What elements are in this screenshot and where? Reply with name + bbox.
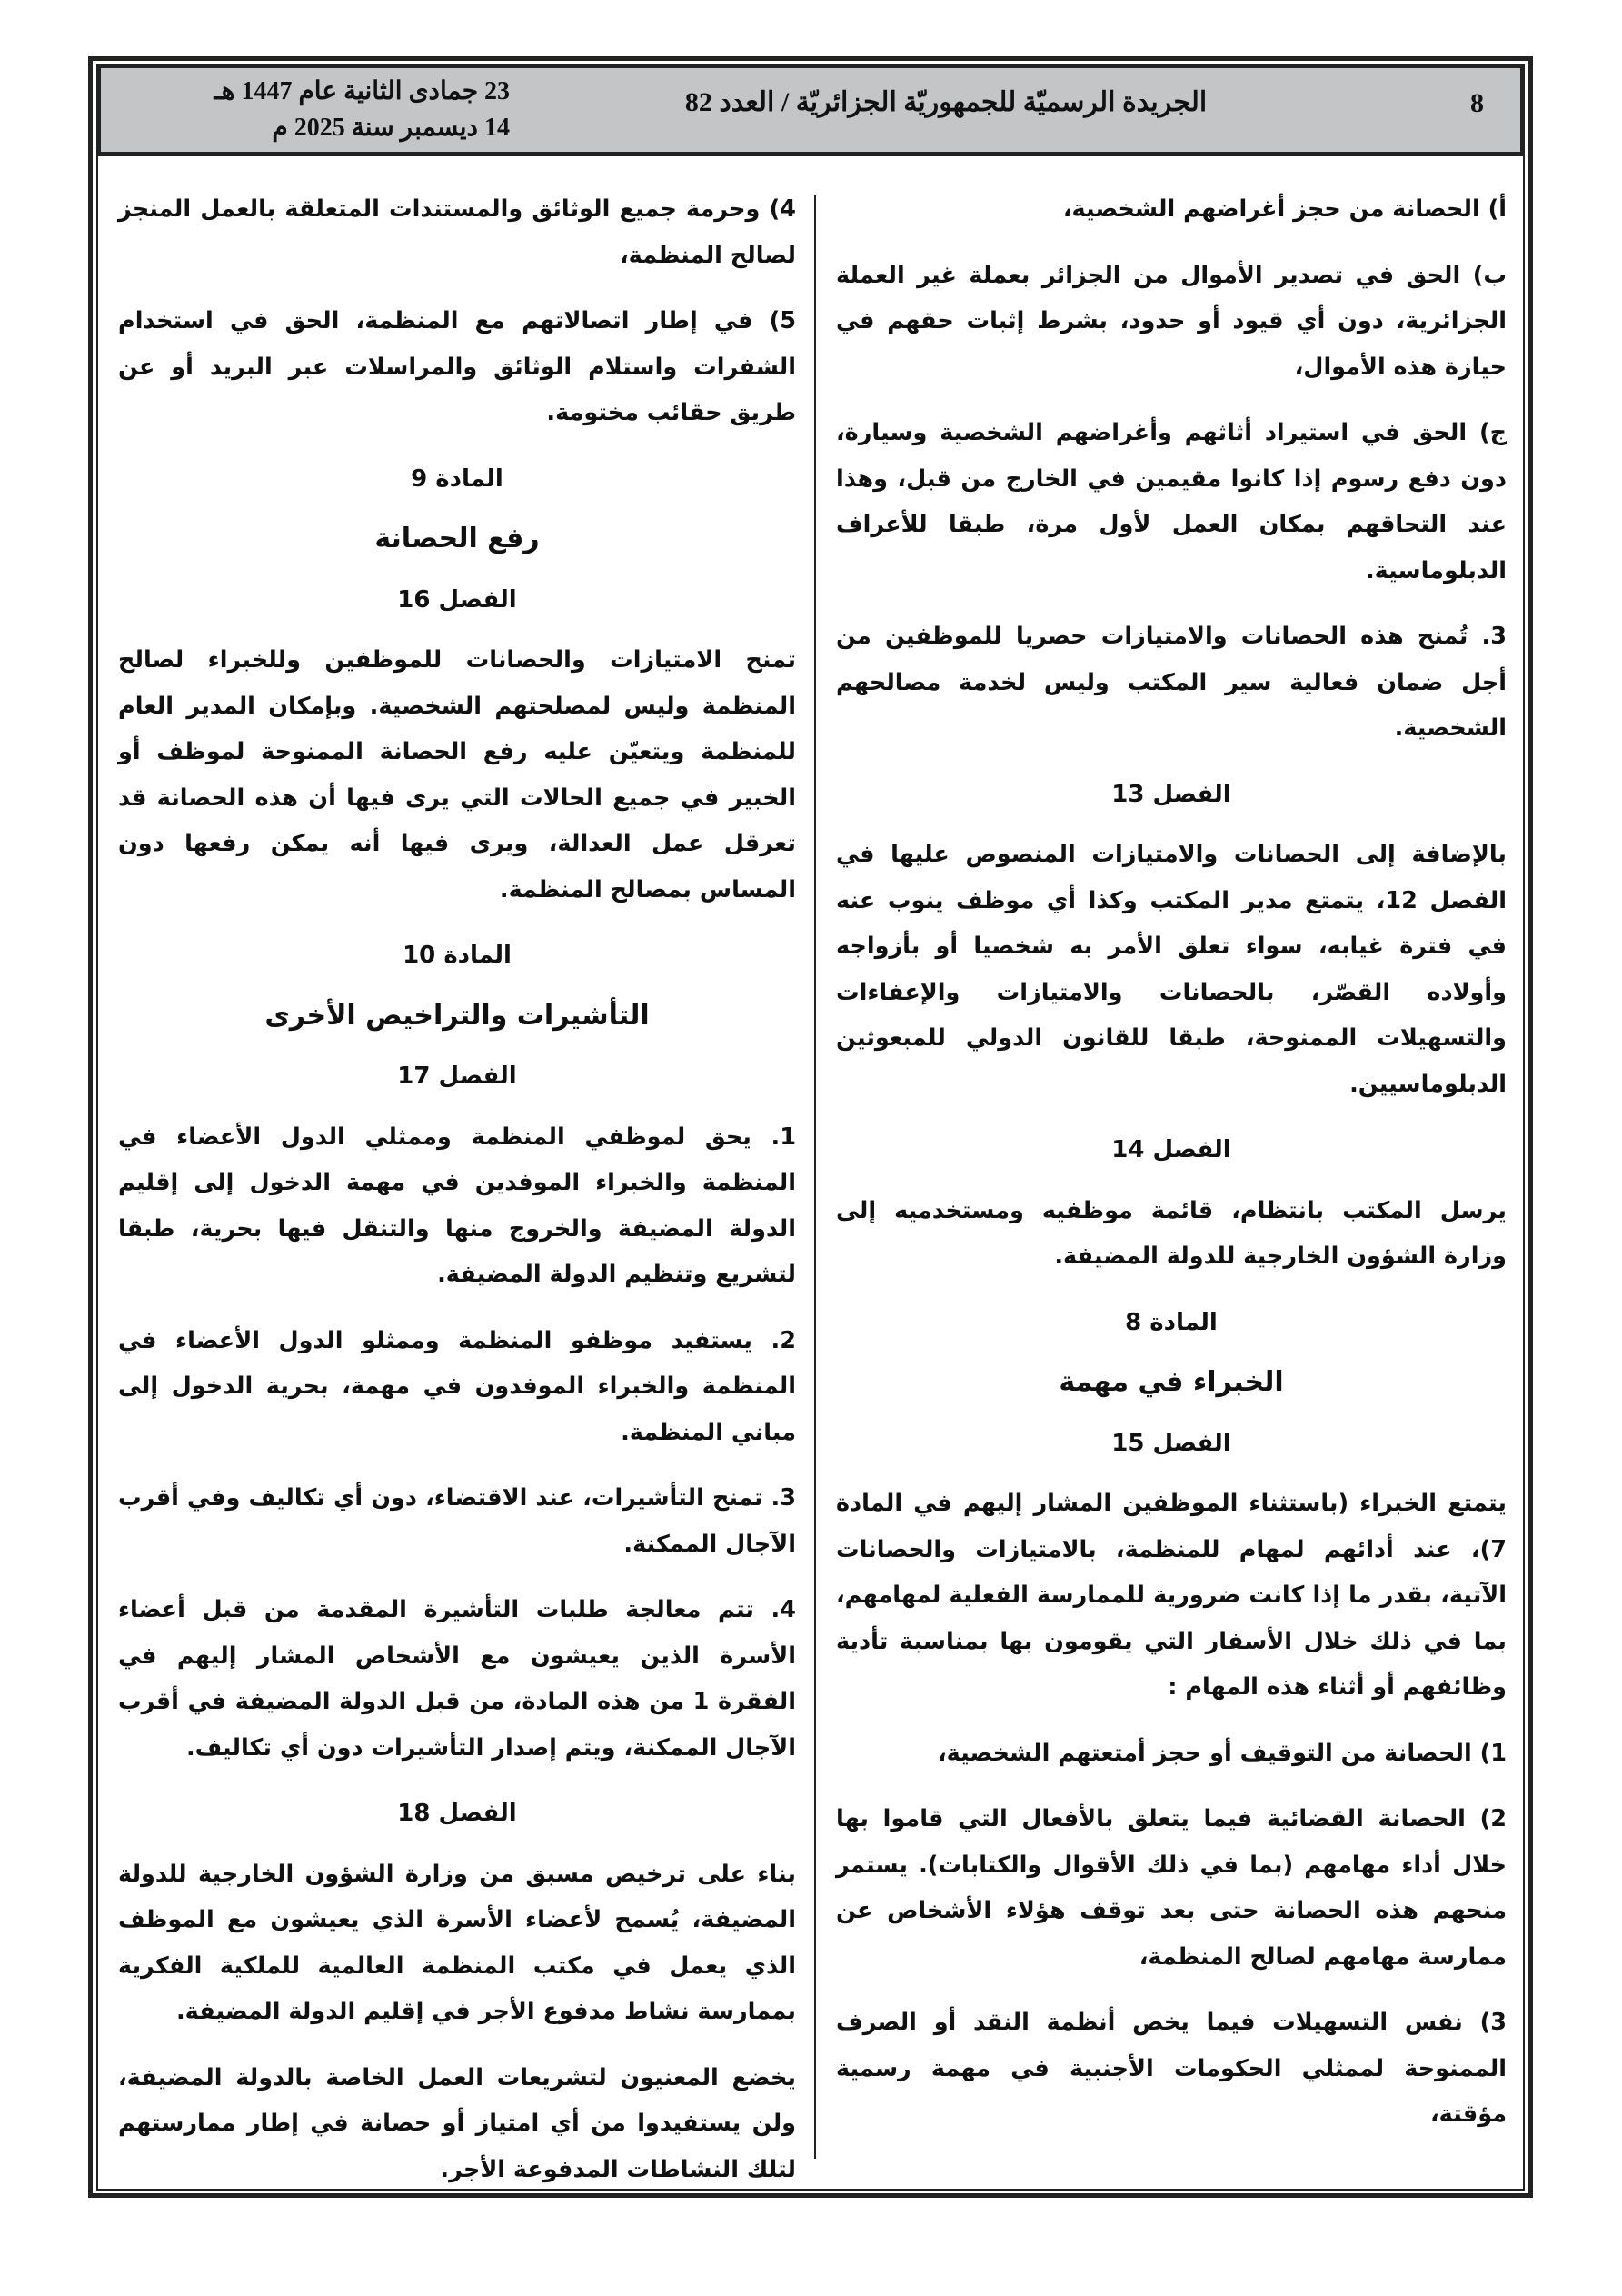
paragraph: 1. يحق لموظفي المنظمة وممثلي الدول الأعضاء في المنظمة والخبراء الموفدين في مهمة الدخول إلى إقليم الدولة المضيفة والخروج منها والتنقل فيها بحرية، طبقا لتشريع وتنظيم الدولة المضيفة.	[118, 1123, 796, 1288]
right-column	[836, 186, 1507, 2158]
paragraph: يرسل المكتب بانتظام، قائمة موظفيه ومستخدميه إلى وزارة الشؤون الخارجية للدولة المضيفة.	[836, 1196, 1507, 1270]
article-title: التأشيرات والتراخيص الأخرى	[264, 999, 650, 1032]
paragraph: 2. يستفيد موظفو المنظمة وممثلو الدول الأعضاء في المنظمة والخبراء الموفدون في مهمة، بحرية الدخول إلى مباني المنظمة.	[118, 1326, 796, 1446]
paragraph: 2) الحصانة القضائية فيما يتعلق بالأفعال التي قاموا بها خلال أداء مهامهم (بما في ذلك الأقوال والكتابات). يستمر منحهم هذه الحصانة حتى بعد توقف هؤلاء الأشخاص عن ممارسة مهامهم لصالح المنظمة،	[836, 1805, 1507, 1971]
page-number: 8	[1470, 88, 1484, 118]
section-heading: المادة 8	[1125, 1308, 1218, 1336]
paragraph: أ) الحصانة من حجز أغراضهم الشخصية،	[1062, 195, 1507, 223]
paragraph: بناء على ترخيص مسبق من وزارة الشؤون الخارجية للدولة المضيفة، يُسمح لأعضاء الأسرة الذي يعيشون مع الموظف الذي يعمل في مكتب المنظمة العالمية للملكية الفكرية بممارسة نشاط مدفوع الأجر في إقليم الدولة المضيفة.	[118, 1860, 796, 2025]
paragraph: 1) الحصانة من التوقيف أو حجز أمتعتهم الشخصية،	[937, 1739, 1507, 1767]
paragraph: 4) وحرمة جميع الوثائق والمستندات المتعلقة بالعمل المنجز لصالح المنظمة،	[118, 195, 796, 269]
issue-date	[128, 74, 510, 146]
paragraph: يتمتع الخبراء (باستثناء الموظفين المشار إليهم في المادة 7)، عند أدائهم لمهام للمنظمة، بالامتيازات والحصانات الآتية، بقدر ما إذا كانت ضرورية للممارسة الفعلية لمهامهم، بما في ذلك خلال الأسفار التي يقومون بها بمناسبة تأدية وظائفهم أو أثناء هذه المهام :	[836, 1490, 1507, 1701]
paragraph: 4. تتم معالجة طلبات التأشيرة المقدمة من قبل أعضاء الأسرة الذين يعيشون مع الأشخاص المشار إليهم في الفقرة 1 من هذه المادة، من قبل الدولة المضيفة في أقرب الآجال الممكنة، ويتم إصدار التأشيرات دون أي تكاليف.	[118, 1596, 796, 1762]
paragraph: 3. تُمنح هذه الحصانات والامتيازات حصريا للموظفين من أجل ضمان فعالية سير المكتب وليس لخدمة مصالحهم الشخصية.	[836, 623, 1507, 742]
left-column	[118, 186, 796, 2212]
section-heading: الفصل 16	[397, 585, 517, 614]
article-title: رفع الحصانة	[374, 523, 540, 554]
section-heading: المادة 9	[411, 464, 503, 493]
section-heading: الفصل 13	[1111, 780, 1231, 808]
paragraph: 5) في إطار اتصالاتهم مع المنظمة، الحق في استخدام الشفرات واستلام الوثائق والمراسلات عبر البريد أو عن طريق حقائب مختومة.	[118, 307, 796, 426]
paragraph: ج) الحق في استيراد أثاثهم وأغراضهم الشخصية وسيارة، دون دفع رسوم إذا كانوا مقيمين في الخارج من قبل، وهذا عند التحاقهم بمكان العمل لأول مرة، طبقا للأعراف الدبلوماسية.	[836, 419, 1507, 584]
section-heading: الفصل 14	[1111, 1136, 1231, 1163]
section-heading: المادة 10	[403, 942, 512, 969]
gazette-title: الجريدة الرسميّة للجمهوريّة الجزائريّة / العدد 82	[684, 87, 1208, 117]
date-gregorian: 14 ديسمبر سنة 2025 م	[272, 114, 510, 142]
column-divider	[814, 195, 816, 2159]
article-title: الخبراء في مهمة	[1059, 1366, 1284, 1398]
section-heading: الفصل 17	[397, 1063, 517, 1090]
section-heading: الفصل 18	[397, 1800, 517, 1827]
paragraph: بالإضافة إلى الحصانات والامتيازات المنصوص عليها في الفصل 12، يتمتع مدير المكتب وكذا أي موظف ينوب عنه في فترة غيابه، سواء تعلق الأمر به شخصيا أو بأزواجه وأولاده القصّر، بالحصانات والامتيازات والإعفاءات والتسهيلات الممنوحة، طبقا للقانون الدولي للمبعوثين الدبلوماسيين.	[836, 841, 1508, 1098]
paragraph: تمنح الامتيازات والحصانات للموظفين وللخبراء لصالح المنظمة وليس لمصلحتهم الشخصية. وبإمكان المدير العام للمنظمة ويتعيّن عليه رفع الحصانة الممنوحة لموظف أو الخبير في جميع الحالات التي يرى فيها أن هذه الحصانة قد تعرقل عمل العدالة، ويرى فيها أنه يمكن رفعها دون المساس بمصالح المنظمة.	[118, 646, 796, 903]
page-header	[96, 64, 1525, 156]
paragraph: 3) نفس التسهيلات فيما يخص أنظمة النقد أو الصرف الممنوحة لممثلي الحكومات الأجنبية في مهمة رسمية مؤقتة،	[836, 2009, 1507, 2128]
date-hijri: 23 جمادى الثانية عام 1447 هـ	[214, 77, 510, 105]
section-heading: الفصل 15	[1111, 1429, 1231, 1457]
paragraph: يخضع المعنيون لتشريعات العمل الخاصة بالدولة المضيفة، ولن يستفيدوا من أي امتياز أو حصانة في إطار ممارستهم لتلك النشاطات المدفوعة الأجر.	[118, 2063, 796, 2183]
paragraph: ب) الحق في تصدير الأموال من الجزائر بعملة غير العملة الجزائرية، دون أي قيود أو حدود، بشرط إثبات حقهم في حيازة هذه الأموال،	[836, 261, 1507, 381]
paragraph: 3. تمنح التأشيرات، عند الاقتضاء، دون أي تكاليف وفي أقرب الآجال الممكنة.	[118, 1484, 796, 1558]
